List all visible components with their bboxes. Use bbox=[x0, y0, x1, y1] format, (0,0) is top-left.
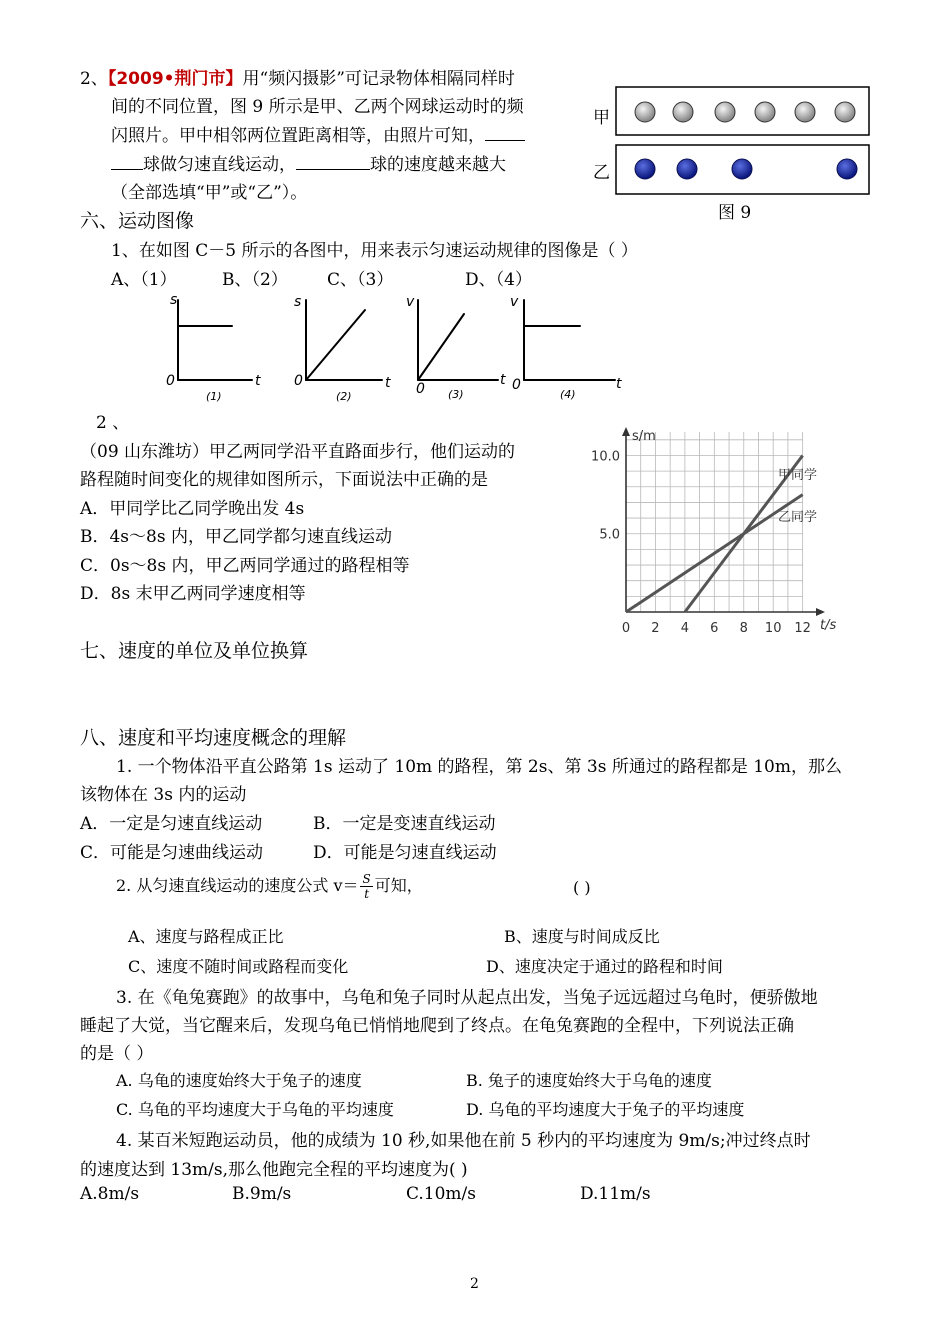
s8-q3-line-1: 3. 在《龟兔赛跑》的故事中，乌龟和兔子同时从起点出发，当兔子远远超过乌龟时，便骄傲地 bbox=[116, 988, 818, 1008]
graph-2-xlabel: t bbox=[385, 375, 391, 391]
ball-jia bbox=[673, 102, 693, 122]
graph-4-caption: (4) bbox=[560, 388, 576, 401]
graph-3-caption: (3) bbox=[448, 388, 464, 401]
s8-q3-line-3: 的是（ ） bbox=[80, 1044, 154, 1064]
graph-3-xlabel: t bbox=[500, 372, 506, 388]
section-6-title: 六、运动图像 bbox=[80, 210, 195, 232]
graph-2-ylabel: s bbox=[294, 294, 302, 310]
ball-jia bbox=[835, 102, 855, 122]
graph-2-caption: (2) bbox=[336, 390, 352, 403]
graph-3-origin: 0 bbox=[416, 381, 425, 397]
s6-q2-option-c[interactable]: C．0s～8s 内，甲乙两同学通过的路程相等 bbox=[80, 556, 410, 576]
graph-2-origin: 0 bbox=[294, 373, 303, 389]
x-tick-label: 0 bbox=[621, 621, 631, 636]
s8-q1-option-d[interactable]: D．可能是匀速直线运动 bbox=[313, 843, 497, 863]
graph-3-ylabel: v bbox=[406, 294, 415, 310]
y-tick-label: 5.0 bbox=[599, 527, 620, 543]
section-8-title: 八、速度和平均速度概念的理解 bbox=[80, 727, 347, 749]
st-chart bbox=[582, 422, 844, 640]
graph-4-ylabel: v bbox=[510, 294, 519, 310]
s8-q2-option-b[interactable]: B、速度与时间成反比 bbox=[504, 927, 660, 946]
fig9-strobe-photo bbox=[615, 86, 871, 198]
s8-q4-option-d[interactable]: D.11m/s bbox=[580, 1184, 651, 1204]
s8-q2-option-c[interactable]: C、速度不随时间或路程而变化 bbox=[128, 957, 349, 976]
s6-q2-number: 2 、 bbox=[96, 413, 130, 433]
s8-q4-line-2: 的速度达到 13m/s,那么他跑完全程的平均速度为( ) bbox=[80, 1160, 468, 1180]
ball-yi bbox=[635, 159, 655, 179]
q2-line-3: 闪照片。甲中相邻两位置距离相等，由照片可知， bbox=[111, 121, 525, 146]
x-axis-label: t/s bbox=[820, 618, 837, 633]
section-7-title: 七、速度的单位及单位换算 bbox=[80, 640, 309, 662]
ball-jia bbox=[715, 102, 735, 122]
balls-yi bbox=[635, 159, 857, 179]
s8-q3-option-d[interactable]: D. 乌龟的平均速度大于兔子的平均速度 bbox=[466, 1100, 745, 1119]
q2-line-5: （全部选填“甲”或“乙”）。 bbox=[111, 183, 308, 203]
graph-4-origin: 0 bbox=[512, 377, 521, 393]
ball-jia bbox=[635, 102, 655, 122]
source-tag: 【2009•荆门市】 bbox=[107, 69, 243, 89]
graph-1-ylabel: s bbox=[170, 292, 178, 308]
s6-q2-option-b[interactable]: B．4s～8s 内，甲乙同学都匀速直线运动 bbox=[80, 527, 392, 547]
x-tick-label: 10 bbox=[764, 621, 782, 636]
ball-yi bbox=[677, 159, 697, 179]
fig9-label-jia: 甲 bbox=[593, 108, 610, 128]
answer-blank-1[interactable] bbox=[485, 124, 525, 141]
s8-q2-option-d[interactable]: D、速度决定于通过的路程和时间 bbox=[486, 957, 723, 976]
fig9-caption: 图 9 bbox=[718, 203, 752, 223]
s8-q2-text: 2. 从匀速直线运动的速度公式 v＝ $\frac{S}{t}$ 可知， bbox=[116, 872, 423, 901]
graph-4-xlabel: t bbox=[616, 376, 622, 392]
s6-q2-line-2: 路程随时间变化的规律如图所示，下面说法中正确的是 bbox=[80, 470, 488, 490]
x-tick-label: 2 bbox=[651, 621, 660, 636]
s8-q3-option-a[interactable]: A. 乌龟的速度始终大于兔子的速度 bbox=[116, 1071, 362, 1090]
q2-line-4: 球做匀速直线运动， 球的速度越来越大 bbox=[111, 150, 506, 175]
velocity-formula-fraction: $\frac{S}{t}$ bbox=[362, 872, 371, 901]
s8-q1-option-a[interactable]: A．一定是匀速直线运动 bbox=[80, 814, 263, 834]
s6-q1-option-a[interactable]: A、（1） bbox=[111, 270, 177, 290]
graph-4 bbox=[510, 294, 622, 401]
s8-q1-line-1: 1. 一个物体沿平直公路第 1s 运动了 10m 的路程，第 2s、第 3s 所通过的路程都是 10m，那么 bbox=[116, 757, 842, 777]
answer-blank-2[interactable] bbox=[296, 153, 370, 170]
balls-jia bbox=[635, 102, 855, 122]
s6-q1-option-d[interactable]: D、（4） bbox=[465, 270, 532, 290]
s8-q3-option-c[interactable]: C. 乌龟的平均速度大于乌龟的平均速度 bbox=[116, 1100, 394, 1119]
ball-jia bbox=[795, 102, 815, 122]
x-tick-label: 12 bbox=[794, 621, 811, 636]
graph-1 bbox=[166, 292, 261, 403]
s8-q1-option-c[interactable]: C．可能是匀速曲线运动 bbox=[80, 843, 264, 863]
s8-q3-line-2: 睡起了大觉，当它醒来后，发现乌龟已悄悄地爬到了终点。在龟兔赛跑的全程中，下列说法正确 bbox=[80, 1016, 794, 1036]
s6-q1-option-c[interactable]: C、（3） bbox=[327, 270, 394, 290]
x-tick-label: 6 bbox=[710, 621, 719, 636]
ball-jia bbox=[755, 102, 775, 122]
s8-q2-answer-paren: ( ) bbox=[573, 878, 591, 897]
y-axis-label: s/m bbox=[632, 429, 656, 444]
ball-yi bbox=[837, 159, 857, 179]
question-number: 2、 bbox=[80, 69, 108, 89]
series-label-jia: 甲同学 bbox=[778, 468, 818, 483]
s8-q1-option-b[interactable]: B．一定是变速直线运动 bbox=[313, 814, 496, 834]
s6-q2-line-1: （09 山东潍坊）甲乙两同学沿平直路面步行，他们运动的 bbox=[80, 442, 516, 462]
q2-line-2: 间的不同位置，图 9 所示是甲、乙两个网球运动时的频 bbox=[111, 97, 524, 117]
x-tick-label: 4 bbox=[680, 621, 690, 636]
x-tick-label: 8 bbox=[739, 621, 748, 636]
s8-q4-line-1: 4. 某百米短跑运动员，他的成绩为 10 秒,如果他在前 5 秒内的平均速度为 9m/s;冲过终点时 bbox=[116, 1131, 811, 1151]
series-label-yi: 乙同学 bbox=[778, 510, 818, 525]
q2-line-1: 2、【2009•荆门市】用“频闪摄影”可记录物体相隔同样时 bbox=[80, 69, 515, 89]
s8-q2-option-a[interactable]: A、速度与路程成正比 bbox=[128, 927, 284, 946]
graph-3-line bbox=[418, 314, 464, 380]
graph-1-origin: 0 bbox=[166, 373, 175, 389]
s8-q4-option-b[interactable]: B.9m/s bbox=[232, 1184, 292, 1204]
graph-2 bbox=[294, 294, 391, 403]
s6-q2-option-d[interactable]: D．8s 末甲乙两同学速度相等 bbox=[80, 584, 306, 604]
ball-yi bbox=[732, 159, 752, 179]
graph-3 bbox=[406, 294, 506, 401]
graph-2-line bbox=[306, 310, 365, 380]
motion-graphs-c5 bbox=[160, 292, 630, 404]
y-tick-label: 10.0 bbox=[591, 449, 620, 465]
s6-q1-option-b[interactable]: B、（2） bbox=[222, 270, 288, 290]
s8-q3-option-b[interactable]: B. 兔子的速度始终大于乌龟的速度 bbox=[466, 1071, 712, 1090]
s8-q4-option-a[interactable]: A.8m/s bbox=[80, 1184, 140, 1204]
s6-q1-text: 1、在如图 C－5 所示的各图中，用来表示匀速运动规律的图像是（ ） bbox=[111, 241, 638, 261]
graph-1-caption: (1) bbox=[206, 390, 222, 403]
fig9-label-yi: 乙 bbox=[593, 163, 610, 183]
graph-1-xlabel: t bbox=[255, 373, 261, 389]
s8-q1-line-2: 该物体在 3s 内的运动 bbox=[80, 785, 247, 805]
s6-q2-option-a[interactable]: A．甲同学比乙同学晚出发 4s bbox=[80, 499, 305, 519]
s8-q4-option-c[interactable]: C.10m/s bbox=[406, 1184, 477, 1204]
answer-blank-1b[interactable] bbox=[111, 153, 143, 170]
page-number: 2 bbox=[470, 1276, 479, 1292]
